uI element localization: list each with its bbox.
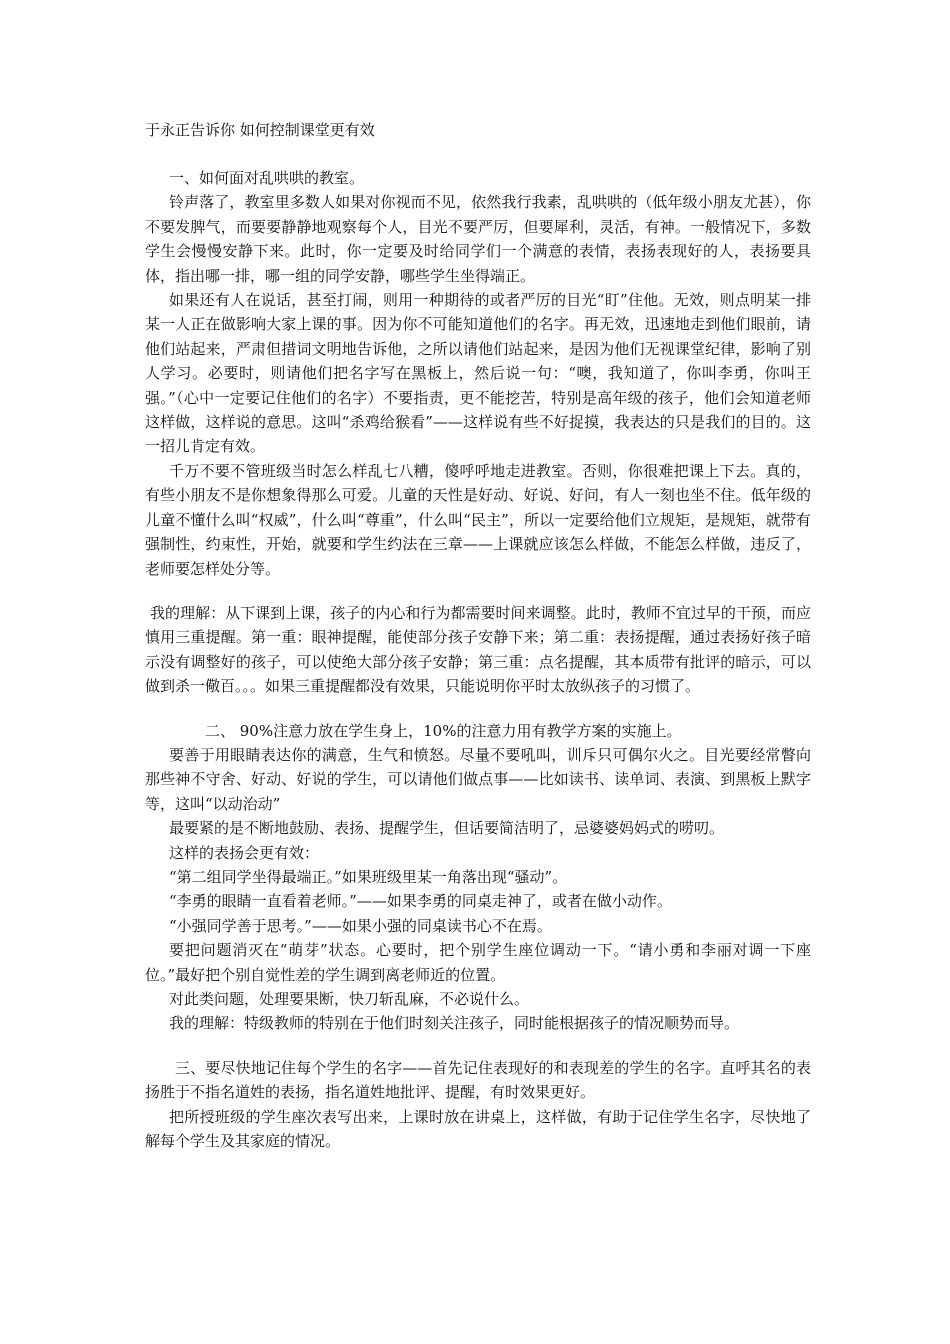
section-2-example-3: “小强同学善于思考。”——如果小强的同桌读书心不在焉。 [169,916,552,935]
spacer [145,699,811,719]
spacer [145,142,811,166]
section-2-paragraph-3: 这样的表扬会更有效： [169,843,320,862]
section-1-note: 我的理解：从下课到上课，孩子的内心和行为都需要时间来调整。此时，教师不宜过早的干预，而应慎用三重提醒。第一重：眼神提醒，能使部分孩子安静下来；第二重：表扬提醒，通过表扬好孩子暗示没有调整好的孩子，可以使绝大部分孩子安静；第三重：点名提醒，其本质带有批评的暗示，可以做到杀一儆百。。。如果三重提醒都没有效果，只能说明你平时太放纵孩子的习惯了。 [145,603,811,696]
document-page [145,118,811,1153]
section-2-heading: 二、 90%注意力放在学生身上，10%的注意力用有教学方案的实施上。 [205,721,682,740]
section-2-paragraph-2: 最要紧的是不断地鼓励、表扬、提醒学生，但话要简洁明了，忌婆婆妈妈式的唠叨。 [169,819,725,838]
spacer [145,1036,811,1056]
section-1-paragraph-3: 千万不要不管班级当时怎么样乱七八糟，傻呼呼地走进教室。否则，你很难把课上下去。真的，有些小朋友不是你想象得那么可爱。儿童的天性是好动、好说、好问，有人一刻也坐不住。低年级的儿童不懂什么叫“权威”，什么叫“尊重”，什么叫“民主”，所以一定要给他们立规矩，是规矩，就带有强制性，约束性，开始，就要和学生约法在三章——上课就应该怎么样做，不能怎么样做，违反了，老师要怎样处分等。 [145,461,811,578]
section-1-heading: 一、如何面对乱哄哄的教室。 [169,169,365,187]
section-3-heading: 三、要尽快地记住每个学生的名字——首先记住表现好的和表现差的学生的名字。直呼其名的表扬胜于不指名道姓的表扬，指名道姓地批评、提醒，有时效果更好。 [145,1058,811,1102]
section-2-example-1: “第二组同学坐得最端正。”如果班级里某一角落出现“骚动”。 [169,867,568,886]
section-2-note: 我的理解：特级教师的特别在于他们时刻关注孩子，同时能根据孩子的情况顺势而导。 [169,1014,740,1033]
spacer [145,581,811,601]
section-3-paragraph-1: 把所授班级的学生座次表写出来，上课时放在讲桌上，这样做，有助于记住学生名字，尽快地了解每个学生及其家庭的情况。 [145,1107,811,1151]
document-title: 于永正告诉你 如何控制课堂更有效 [145,121,375,139]
section-2-paragraph-4: 要把问题消灭在“萌芽”状态。心要时，把个别学生座位调动一下。“请小勇和李丽对调一下座位。”最好把个别自觉性差的学生调到离老师近的位置。 [145,941,811,984]
section-1-paragraph-2: 如果还有人在说话，甚至打闹，则用一种期待的或者严厉的目光“盯”住他。无效，则点明某一排某一人正在做影响大家上课的事。因为你不可能知道他们的名字。再无效，迅速地走到他们眼前，请他们站起来，严肃但措词文明地告诉他，之所以请他们站起来，是因为他们无视课堂纪律，影响了别人学习。必要时，则请他们把名字写在黑板上，然后说一句：“噢，我知道了，你叫李勇，你叫王强。”（心中一定要记住他们的名字）不要指责，更不能挖苦，特别是高年级的孩子，他们会知道老师这样做，这样说的意思。这叫“杀鸡给猴看”——这样说有些不好捉摸，我表达的只是我们的目的。这一招儿肯定有效。 [145,291,811,456]
section-2-paragraph-1: 要善于用眼睛表达你的满意，生气和愤怒。尽量不要吼叫，训斥只可偶尔火之。目光要经常瞥向那些神不守舍、好动、好说的学生，可以请他们做点事——比如读书、读单词、表演、到黑板上默字等，这叫“以动治动” [145,745,811,813]
section-2-paragraph-5: 对此类问题，处理要果断，快刀斩乱麻，不必说什么。 [169,990,530,1008]
section-1-paragraph-1: 铃声落了，教室里多数人如果对你视而不见，依然我行我素，乱哄哄的（低年级小朋友尤甚），你不要发脾气，而要要静静地观察每个人，目光不要严厉，但要犀利，灵活，有神。一般情况下，多数学生会慢慢安静下来。此时，你一定要及时给同学们一个满意的表情，表扬表现好的人，表扬要具体，指出哪一排，哪一组的同学安静，哪些学生坐得端正。 [145,193,811,285]
section-2-example-2: “李勇的眼睛一直看着老师。”——如果李勇的同桌走神了，或者在做小动作。 [169,892,672,911]
